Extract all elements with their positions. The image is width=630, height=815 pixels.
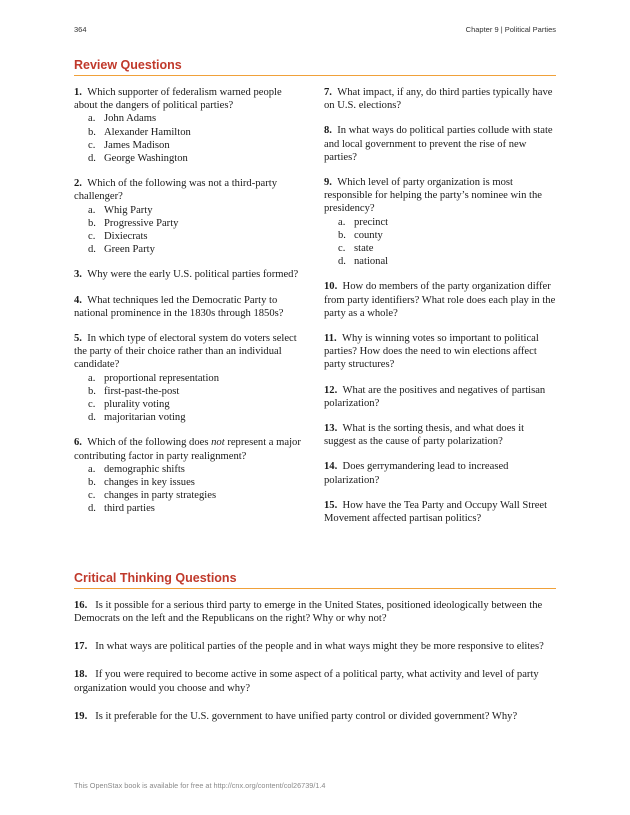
review-question <box>324 124 556 164</box>
question-text-part: Does gerrymandering lead to increased polarization? <box>324 461 509 486</box>
question-number: 16. <box>74 600 88 611</box>
question-number: 11. <box>324 333 337 345</box>
review-question <box>74 332 306 424</box>
option-text: plurality voting <box>104 399 170 411</box>
question-number: 8. <box>324 125 332 137</box>
review-question <box>324 460 556 486</box>
option-letter: c. <box>88 399 96 411</box>
question-number: 1. <box>74 87 82 98</box>
answer-option <box>338 242 556 255</box>
option-text: Progressive Party <box>104 217 179 229</box>
review-questions-left-column <box>74 86 306 528</box>
option-text: third parties <box>104 503 155 515</box>
option-letter: b. <box>88 477 96 489</box>
question-number: 7. <box>324 87 332 98</box>
option-text: changes in key issues <box>104 477 195 489</box>
option-letter: b. <box>88 126 96 138</box>
answer-option <box>88 217 306 230</box>
answer-option <box>88 152 306 165</box>
option-letter: a. <box>88 204 96 216</box>
option-text: George Washington <box>104 153 188 165</box>
question-text <box>324 176 556 216</box>
option-letter: b. <box>88 385 96 397</box>
critical-thinking-title: Critical Thinking Questions <box>74 571 237 585</box>
answer-options <box>74 204 306 257</box>
question-text-part: Which of the following was not a third-party challenger? <box>74 178 278 203</box>
question-number: 10. <box>324 281 338 293</box>
option-text: first-past-the-post <box>104 385 180 397</box>
chapter-header: Chapter 9 | Political Parties <box>465 25 556 34</box>
question-text <box>324 460 556 486</box>
review-question <box>74 294 306 320</box>
page-number: 364 <box>74 25 87 34</box>
question-text-part: Why were the early U.S. political parties formed? <box>87 269 299 281</box>
answer-option <box>338 229 556 242</box>
question-text-part: What is the sorting thesis, and what does it suggest as the cause of party polarization? <box>324 423 525 448</box>
review-question <box>324 422 556 448</box>
option-text: Dixiecrats <box>104 231 148 243</box>
answer-option <box>88 112 306 125</box>
option-text: Whig Party <box>104 204 153 216</box>
question-text-part: How have the Tea Party and Occupy Wall Street Movement affected partisan politics? <box>324 499 548 525</box>
review-title-rule <box>74 75 556 76</box>
answer-option <box>88 204 306 217</box>
option-text: proportional representation <box>104 372 220 384</box>
question-text-part: Which level of party organization is most responsible for helping the party’s nominee win the presidency? <box>324 177 543 215</box>
review-question <box>74 268 306 281</box>
answer-option <box>338 216 556 229</box>
option-letter: a. <box>88 113 96 125</box>
review-questions-right-column <box>324 86 556 537</box>
answer-option <box>88 243 306 256</box>
question-text <box>74 294 306 320</box>
critical-thinking-questions <box>74 599 556 737</box>
review-question <box>324 176 556 268</box>
question-number: 4. <box>74 294 82 306</box>
option-letter: c. <box>88 231 96 243</box>
question-text <box>324 384 556 410</box>
option-letter: d. <box>338 256 346 268</box>
question-number: 18. <box>74 669 88 681</box>
question-number: 3. <box>74 269 82 281</box>
question-text-part: How do members of the party organization differ from party identifiers? What role does each play in the party as a whole? <box>324 281 556 319</box>
question-text <box>74 177 306 203</box>
question-number: 5. <box>74 333 82 345</box>
critical-thinking-question <box>74 668 556 695</box>
review-question <box>324 86 556 112</box>
option-text: state <box>354 243 374 255</box>
answer-option <box>338 255 556 268</box>
option-text: James Madison <box>104 139 170 151</box>
option-letter: c. <box>88 490 96 502</box>
question-number: 14. <box>324 461 338 473</box>
review-questions-title: Review Questions <box>74 58 182 72</box>
option-letter: b. <box>338 229 346 241</box>
answer-option <box>88 463 306 476</box>
question-text-part: represent a major contributing factor in party realignment? <box>74 437 301 462</box>
review-question <box>74 177 306 256</box>
question-text: Is it possible for a serious third party to emerge in the United States, positioned ideologically between the Democrats on the left and the Republicans on the right? Why or why not? <box>74 600 543 625</box>
review-question <box>324 499 556 525</box>
review-question <box>74 86 306 165</box>
question-text: In what ways are political parties of the people and in what ways might they be more responsive to elites? <box>95 641 544 653</box>
critical-thinking-question <box>74 710 556 723</box>
question-number: 17. <box>74 641 88 653</box>
option-letter: c. <box>88 139 96 151</box>
critical-thinking-question <box>74 640 556 653</box>
question-text <box>324 124 556 164</box>
question-text <box>324 499 556 525</box>
option-letter: a. <box>88 372 96 384</box>
answer-option <box>88 502 306 515</box>
answer-option <box>88 230 306 243</box>
question-text-part: Why is winning votes so important to political parties? How does the need to win elections affect party structures? <box>324 333 539 371</box>
question-text-part: What are the positives and negatives of partisan polarization? <box>324 384 546 409</box>
option-letter: d. <box>88 503 96 515</box>
answer-options <box>324 216 556 269</box>
review-question <box>324 332 556 372</box>
review-question <box>74 436 306 515</box>
question-number: 13. <box>324 423 338 435</box>
option-text: national <box>354 256 389 268</box>
question-text <box>74 86 306 112</box>
question-text <box>324 332 556 372</box>
option-text: precinct <box>354 216 389 228</box>
answer-option <box>88 139 306 152</box>
question-number: 12. <box>324 384 338 396</box>
question-text: If you were required to become active in some aspect of a political party, what activity and level of party organization would you choose and why? <box>74 669 539 694</box>
question-text <box>74 436 306 462</box>
option-text: Alexander Hamilton <box>104 126 191 138</box>
critical-thinking-question <box>74 599 556 626</box>
option-letter: d. <box>88 153 96 165</box>
answer-option <box>88 372 306 385</box>
option-letter: a. <box>88 463 96 475</box>
option-text: changes in party strategies <box>104 490 217 502</box>
answer-options <box>74 463 306 516</box>
question-text <box>74 332 306 372</box>
question-text-part: In what ways do political parties collude with state and local government to prevent the rise of new parties? <box>324 125 553 163</box>
answer-options <box>74 372 306 425</box>
answer-option <box>88 126 306 139</box>
option-text: county <box>354 229 383 241</box>
option-letter: d. <box>88 412 96 424</box>
option-letter: b. <box>88 217 96 229</box>
answer-option <box>88 476 306 489</box>
question-text <box>74 268 306 281</box>
option-text: demographic shifts <box>104 463 185 475</box>
page-footer: This OpenStax book is available for free at http://cnx.org/content/col26739/1.4 <box>74 781 326 790</box>
answer-option <box>88 385 306 398</box>
option-letter: c. <box>338 243 346 255</box>
question-number: 19. <box>74 710 88 722</box>
question-text: Is it preferable for the U.S. government to have unified party control or divided government? Why? <box>95 710 518 722</box>
critical-title-rule <box>74 588 556 589</box>
option-text: John Adams <box>104 113 157 125</box>
question-text <box>324 422 556 448</box>
review-question <box>324 384 556 410</box>
option-letter: d. <box>88 244 96 256</box>
question-text <box>324 280 556 320</box>
question-text <box>324 86 556 112</box>
question-text-part: Which supporter of federalism warned people about the dangers of political parties? <box>74 87 282 112</box>
question-emphasis: not <box>211 437 225 449</box>
question-text-part: What techniques led the Democratic Party to national prominence in the 1830s through 1850s? <box>74 294 284 319</box>
question-number: 2. <box>74 178 82 190</box>
question-number: 15. <box>324 499 338 511</box>
question-text-part: Which of the following does <box>87 437 212 449</box>
answer-option <box>88 489 306 502</box>
option-letter: a. <box>338 216 346 228</box>
question-text-part: What impact, if any, do third parties typically have on U.S. elections? <box>324 87 553 112</box>
option-text: majoritarian voting <box>104 412 186 424</box>
question-number: 6. <box>74 437 82 449</box>
answer-option <box>88 411 306 424</box>
question-text-part: In which type of electoral system do voters select the party of their choice rather than an individual candidate? <box>74 333 297 371</box>
option-text: Green Party <box>104 244 155 256</box>
answer-options <box>74 112 306 165</box>
question-number: 9. <box>324 177 332 189</box>
review-question <box>324 280 556 320</box>
answer-option <box>88 398 306 411</box>
